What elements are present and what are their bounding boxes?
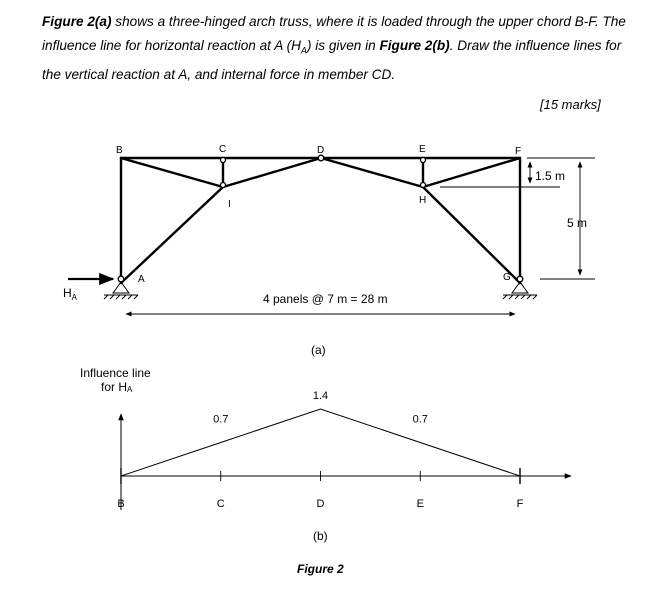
diag-b-i <box>121 158 223 187</box>
label-g: G <box>503 272 511 283</box>
label-e: E <box>419 144 426 155</box>
hinge-e <box>421 158 426 163</box>
il-category-label-d: D <box>316 498 325 510</box>
figure-caption: Figure 2 <box>297 562 344 576</box>
hinge-a <box>118 276 124 282</box>
dim-height-label: 5 m <box>567 216 588 230</box>
question-part3: ) is given in <box>306 38 380 53</box>
caption-b: (b) <box>313 529 328 543</box>
il-category-label-b: B <box>117 498 125 510</box>
caption-a: (a) <box>311 343 326 357</box>
question-part2: shows a three-hinged arch truss, where it is loaded through the upper chord B-F. The influence line for horizontal reaction at A (H <box>42 14 626 53</box>
il-category-label-c: C <box>216 498 225 510</box>
il-category-label-e: E <box>416 498 424 510</box>
label-h: H <box>419 195 427 206</box>
support-g <box>503 282 537 299</box>
diag-i-d <box>223 158 321 187</box>
truss <box>121 158 520 283</box>
label-c: C <box>219 144 227 155</box>
diag-d-h <box>321 158 423 187</box>
member-a-i <box>121 187 223 283</box>
il-title-line2: for HA <box>101 380 133 394</box>
il-series-line <box>121 409 520 476</box>
figure-ref-a: Figure 2(a) <box>42 14 112 29</box>
label-a: A <box>138 274 145 285</box>
il-plot <box>117 390 523 510</box>
il-category-label-f: F <box>516 498 524 510</box>
figure-ref-b: Figure 2(b) <box>379 38 450 53</box>
reaction-label: $H_A$ <box>63 286 78 302</box>
question-part5: . Draw the influence lines for the vertical reaction at A, and internal force in member CD. <box>42 38 622 82</box>
span-label: 4 panels @ 7 m = 28 m <box>263 292 388 306</box>
label-d: D <box>317 145 325 156</box>
dim-rise-label: 1.5 m <box>535 169 566 183</box>
support-a <box>104 282 138 299</box>
hinge-c <box>221 158 226 163</box>
hinge-d <box>318 155 324 161</box>
label-i: I <box>228 199 231 210</box>
diag-h-f <box>423 158 520 187</box>
label-f: F <box>515 146 522 157</box>
member-h-g <box>423 187 520 283</box>
label-b: B <box>116 145 123 156</box>
hinge-g <box>517 276 523 282</box>
question-sub-a: A <box>300 45 307 56</box>
il-value-label-e: 0.7 <box>412 413 428 426</box>
hinge-i <box>221 183 226 188</box>
il-value-label-d: 1.4 <box>312 390 329 402</box>
marks-label: [15 marks] <box>540 97 601 112</box>
il-value-label-c: 0.7 <box>213 413 229 426</box>
hinge-h <box>421 183 426 188</box>
il-title-line1: Influence line <box>80 366 151 380</box>
